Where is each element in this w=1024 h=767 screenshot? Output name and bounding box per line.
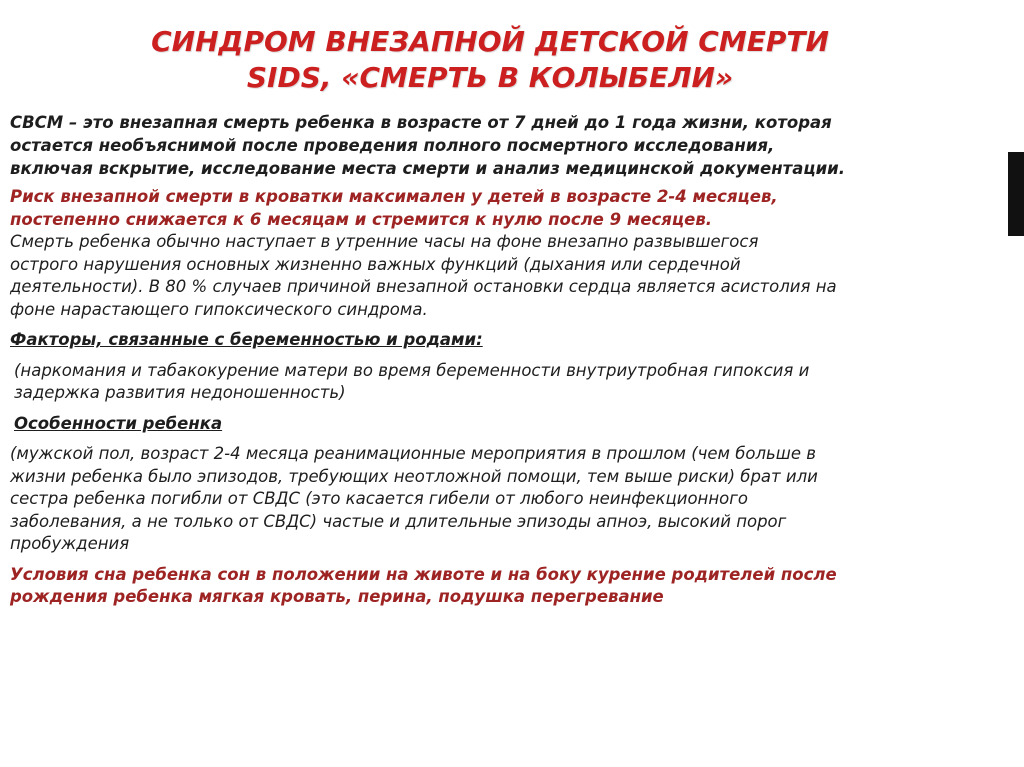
pregnancy-factors-text: (наркомания и табакокурение матери во время беременности внутриутробная гипоксия и задержка развития недоношенность) [14, 360, 810, 402]
title-line-2: SIDS, «СМЕРТЬ В КОЛЫБЕЛИ» [246, 61, 734, 94]
slide-title [0, 24, 980, 96]
definition-paragraph: СВСМ – это внезапная смерть ребенка в возрасте от 7 дней до 1 года жизни, которая остается необъяснимой после проведения полного посмертного исследования, включая вскрытие, исследование места смерти и анализ медицинской документации. [10, 113, 845, 178]
death-onset-paragraph: Смерть ребенка обычно наступает в утренние часы на фоне внезапно развывшегося острого нарушения основных жизненно важных функций (дыхания или сердечной деятельности). В 80 % случаев причиной внезапной остановки сердца является асистолия на фоне нарастающего гипоксического синдрома. [10, 232, 837, 319]
slide-edge [1008, 0, 1024, 767]
pregnancy-factors-heading: Факторы, связанные с беременностью и родами: [10, 330, 483, 349]
sleep-conditions-paragraph: Условия сна ребенка сон в положении на животе и на боку курение родителей после рождения ребенка мягкая кровать, перина, подушка перегревание [10, 564, 837, 606]
risk-paragraph: Риск внезапной смерти в кроватки максимален у детей в возрасте 2-4 месяцев, постепенно снижается к 6 месяцам и стремится к нулю после 9 месяцев. [10, 187, 778, 229]
side-accent-bar [1008, 152, 1024, 236]
child-features-heading: Особенности ребенка [14, 413, 223, 433]
child-features-text: (мужской пол, возраст 2-4 месяца реанимационные мероприятия в прошлом (чем больше в жизни ребенка было эпизодов, требующих неотложной помощи, тем выше риски) брат или сестра ребенка погибли от СВДС (это касается гибели от любого неинфекционного заболевания, а не только от СВДС) частые и длительные эпизоды апноэ, высокий порог пробуждения [10, 444, 818, 553]
title-line-1: СИНДРОМ ВНЕЗАПНОЙ ДЕТСКОЙ СМЕРТИ [151, 25, 829, 58]
slide-body [10, 111, 1000, 609]
